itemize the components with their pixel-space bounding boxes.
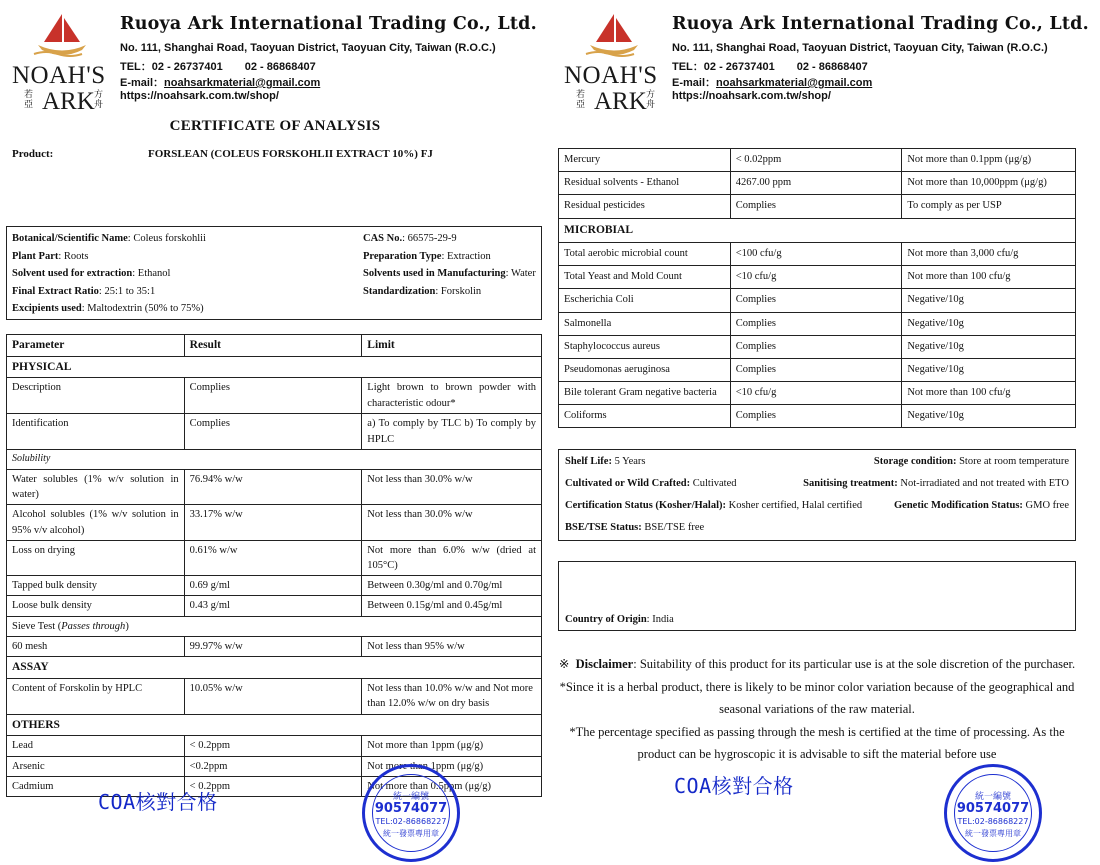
email-link[interactable]: noahsarkmaterial@gmail.com [716,77,873,89]
document-title: CERTIFICATE OF ANALYSIS [169,118,381,134]
logo-wordmark-noahs: NOAH'S [12,62,106,89]
section-row: OTHERS [7,714,542,736]
botanical-info-box [6,226,542,320]
disclaimer-line-1: ※ Disclaimer: Suitability of this product for its particular use is at the sole discretion of the purchaser. [558,657,1076,671]
table-row: 60 mesh 99.97% w/w Not less than 95% w/w [7,636,542,656]
company-address: No. 111, Shanghai Road, Taoyuan District, Taoyuan City, Taiwan (R.O.C.) [672,42,1048,54]
sailboat-icon [584,12,644,62]
company-name: Ruoya Ark International Trading Co., Ltd. [120,14,537,34]
standardization: Standardization: Forskolin [363,286,482,297]
table-row: Loose bulk density 0.43 g/ml Between 0.15g/ml and 0.45g/ml [7,596,542,616]
tel-label: TEL： [672,61,704,73]
company-seal-stamp: 統一編號 90574077 TEL:02-86868227 統一發票專用章 [362,764,460,862]
table-row: Pseudomonas aeruginosa Complies Negative/10g [559,358,1076,381]
botanical-name: Botanical/Scientific Name: Coleus forskohlii [12,233,206,244]
company-name: Ruoya Ark International Trading Co., Ltd. [672,14,1089,34]
company-website[interactable]: https://noahsark.com.tw/shop/ [672,90,831,102]
plant-part: Plant Part: Roots [12,251,89,262]
table-row: Arsenic <0.2ppm Not more than 1ppm (μg/g) [7,756,542,776]
company-website[interactable]: https://noahsark.com.tw/shop/ [120,90,279,102]
extraction-solvent: Solvent used for extraction: Ethanol [12,268,171,279]
email-link[interactable]: noahsarkmaterial@gmail.com [164,77,321,89]
coa-approval-mark: COA核對合格 [98,790,218,814]
product-name: FORSLEAN (COLEUS FORSKOHLII EXTRACT 10%) FJ [148,148,433,160]
logo-cjk-left: 若亞 [576,89,586,109]
sailboat-icon [32,12,92,62]
logo-wordmark-ark: ARK [594,88,647,115]
logo-cjk-right: 方舟 [646,89,656,109]
manufacturing-solvent: Solvents used in Manufacturing: Water [363,268,536,279]
tel-1: 02 - 26737401 [151,61,223,73]
logo-cjk-right: 方舟 [94,89,104,109]
table-row: Alcohol solubles (1% w/v solution in 95% v/v alcohol) 33.17% w/w Not less than 30.0% w/w [7,505,542,540]
table-row: Staphylococcus aureus Complies Negative/10g [559,335,1076,358]
subsection-row: Solubility [7,450,542,470]
table-row: Bile tolerant Gram negative bacteria <10 cfu/g Not more than 100 cfu/g [559,382,1076,405]
company-email-line [672,74,872,90]
col-parameter: Parameter [7,335,185,357]
section-row: ASSAY [7,657,542,679]
letterhead [12,8,542,115]
table-row: Mercury < 0.02ppm Not more than 0.1ppm (μg/g) [559,149,1076,172]
gmo-status: Genetic Modification Status: GMO free [894,500,1069,511]
table-row: Coliforms Complies Negative/10g [559,405,1076,428]
tel-1: 02 - 26737401 [703,61,775,73]
table-row: Residual pesticides Complies To comply as per USP [559,195,1076,218]
logo-wordmark-ark: ARK [42,88,95,115]
tel-2: 02 - 86868407 [796,61,868,73]
section-row: MICROBIAL [559,218,1076,243]
section-row: PHYSICAL [7,356,542,378]
logo-cjk-left: 若亞 [24,89,34,109]
logo-wordmark-noahs: NOAH'S [564,62,658,89]
disclaimer-line-3: *The percentage specified as passing through the mesh is certified at the time of processing. As the product can be hygroscopic it is advisable to sift the material before use [569,724,1065,761]
email-label: E-mail： [672,77,717,89]
product-status-box [558,449,1076,541]
email-label: E-mail： [120,77,165,89]
country-of-origin: Country of Origin: India [565,614,674,625]
preparation-type: Preparation Type: Extraction [363,251,491,262]
shelf-life: Shelf Life: 5 Years [565,456,646,467]
table-row: Total aerobic microbial count <100 cfu/g Not more than 3,000 cfu/g [559,243,1076,266]
certification-status: Certification Status (Kosher/Halal): Kosher certified, Halal certified [565,500,863,511]
company-email-line [120,74,320,90]
table-row: Escherichia Coli Complies Negative/10g [559,289,1076,312]
table-row: Salmonella Complies Negative/10g [559,312,1076,335]
company-phone-line [120,58,316,74]
table-row: Water solubles (1% w/v solution in water) 76.94% w/w Not less than 30.0% w/w [7,469,542,504]
excipients: Excipients used: Maltodextrin (50% to 75%) [12,303,204,314]
disclaimer-line-2: *Since it is a herbal product, there is likely to be minor color variation because of the geographical and seasonal variations of the raw material. [559,679,1075,716]
cultivation: Cultivated or Wild Crafted: Cultivated [565,478,737,489]
cas-number: CAS No.: 66575-29-9 [363,233,457,244]
tel-2: 02 - 86868407 [244,61,316,73]
company-seal-stamp: 統一編號 90574077 TEL:02-86868227 統一發票專用章 [944,764,1042,862]
storage-condition: Storage condition: Store at room temperature [873,456,1069,467]
company-phone-line [672,58,868,74]
product-label: Product: [12,148,54,160]
table-row: Tapped bulk density 0.69 g/ml Between 0.30g/ml and 0.70g/ml [7,576,542,596]
disclaimer [558,653,1076,766]
table-row: Lead < 0.2ppm Not more than 1ppm (μg/g) [7,736,542,756]
company-address: No. 111, Shanghai Road, Taoyuan District, Taoyuan City, Taiwan (R.O.C.) [120,42,496,54]
sanitising-treatment: Sanitising treatment: Not-irradiated and not treated with ETO [803,478,1069,489]
analysis-table-continued [558,148,1076,428]
letterhead [564,8,1094,115]
tel-label: TEL： [120,61,152,73]
table-row: Description Complies Light brown to brown powder with characteristic odour* [7,378,542,414]
coa-approval-mark: COA核對合格 [674,774,794,798]
analysis-table [6,334,542,797]
origin-box [558,561,1076,631]
extract-ratio: Final Extract Ratio: 25:1 to 35:1 [12,286,156,297]
table-row: Residual solvents - Ethanol 4267.00 ppm Not more than 10,000ppm (μg/g) [559,172,1076,195]
col-limit: Limit [362,335,542,357]
table-row: Identification Complies a) To comply by TLC b) To comply by HPLC [7,414,542,450]
table-row: Total Yeast and Mold Count <10 cfu/g Not more than 100 cfu/g [559,266,1076,289]
company-logo [564,12,664,115]
table-row: Content of Forskolin by HPLC 10.05% w/w Not less than 10.0% w/w and Not more than 12.0% w/w on dry basis [7,678,542,714]
coa-page-2 [552,0,1100,865]
table-row: Cadmium < 0.2ppm Not more than 0.5ppm (μg/g) [7,776,542,796]
col-result: Result [184,335,362,357]
bse-status: BSE/TSE Status: BSE/TSE free [565,522,705,533]
table-row: Loss on drying 0.61% w/w Not more than 6.0% w/w (dried at 105°C) [7,540,542,575]
subsection-row: Sieve Test (Passes through) [7,616,542,636]
table-header-row [7,335,542,357]
company-logo [12,12,112,115]
